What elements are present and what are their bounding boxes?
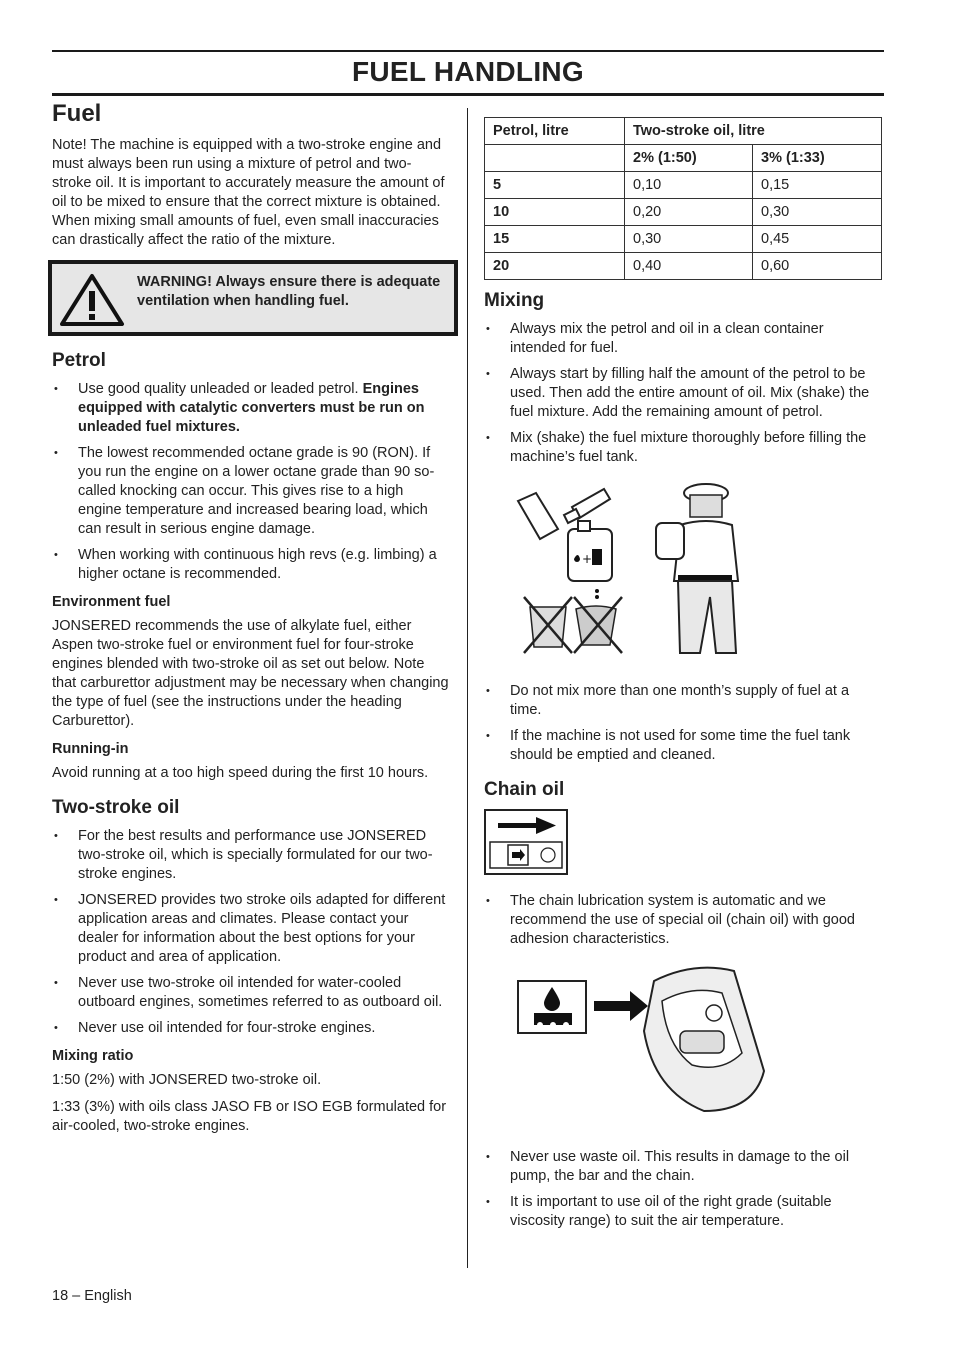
chain-oil-symbol xyxy=(484,809,882,880)
right-column xyxy=(484,117,882,1238)
warning-text: WARNING! Always ensure there is adequate ventilation when handling fuel. xyxy=(137,274,441,309)
list-item xyxy=(52,380,450,437)
page-title: FUEL HANDLING xyxy=(351,56,585,87)
mixing-ratio-line: 1:50 (2%) with JONSERED two-stroke oil. xyxy=(52,1072,322,1088)
table-cell: 5 xyxy=(485,172,625,199)
table-cell: 0,60 xyxy=(753,253,882,280)
table-cell: 10 xyxy=(485,199,625,226)
table-row xyxy=(485,199,882,226)
mixing-heading: Mixing xyxy=(484,290,545,311)
list-item: • When working with continuous high revs (e.g. limbing) a higher octane is recommended. xyxy=(52,546,450,584)
environment-fuel-text: JONSERED recommends the use of alkylate fuel, either Aspen two-stroke fuel or environment fuel for four-stroke engines blended with two-stroke oil as set out below. Note that carburettor adjustment may be necessary when changing the type of fuel (see the instructions under the heading Carburettor). xyxy=(52,618,449,729)
petrol-can-icon xyxy=(518,493,558,539)
fuel-mixing-illustration xyxy=(484,479,882,670)
petrol-heading: Petrol xyxy=(52,350,106,371)
chain-oil-icon xyxy=(518,981,586,1033)
chain-oil-heading: Chain oil xyxy=(484,779,565,800)
chain-oil-list-continued xyxy=(484,1148,882,1231)
warning-triangle-icon xyxy=(58,272,126,333)
table-cell: 0,15 xyxy=(753,172,882,199)
list-item: • Always start by filling half the amount of the petrol to be used. Then add the entire amount of oil. Mix (shake) the fuel mixture. Add the remaining amount of petrol. xyxy=(484,365,882,422)
table-row xyxy=(485,172,882,199)
two-stroke-heading: Two-stroke oil xyxy=(52,797,180,818)
list-item: • It is important to use oil of the right grade (suitable viscosity range) to suit the air temperature. xyxy=(484,1193,882,1231)
table-cell: 15 xyxy=(485,226,625,253)
person-shaking-fuel-icon xyxy=(656,484,738,653)
table-header-cell: 2% (1:50) xyxy=(625,145,753,172)
list-item: • The chain lubrication system is automatic and we recommend the use of special oil (chain oil) with good adhesion characteristics. xyxy=(484,892,882,949)
warning-box xyxy=(48,260,458,336)
fuel-mix-table xyxy=(484,117,882,280)
running-in-text: Avoid running at a too high speed during the first 10 hours. xyxy=(52,765,429,781)
list-item: • For the best results and performance use JONSERED two-stroke oil, which is specially formulated for our two-stroke engines. xyxy=(52,827,450,884)
environment-fuel-heading: Environment fuel xyxy=(52,594,171,610)
petrol-list xyxy=(52,380,450,584)
running-in-heading: Running-in xyxy=(52,741,129,757)
list-item: • If the machine is not used for some time the fuel tank should be emptied and cleaned. xyxy=(484,727,882,765)
list-item: • Never use two-stroke oil intended for water-cooled outboard engines, sometimes referred to as outboard oil. xyxy=(52,974,450,1012)
petrol-bullet-plain: Use good quality unleaded or leaded petrol. xyxy=(78,381,363,397)
page-footer: 18 – English xyxy=(52,1288,132,1304)
header-rule-bottom xyxy=(52,93,884,96)
fuel-container-icon xyxy=(568,521,612,599)
list-item: • Never use oil intended for four-stroke engines. xyxy=(52,1019,450,1038)
fuel-note: Note! The machine is equipped with a two-stroke engine and must always been run using a mixture of petrol and two-stroke oil. It is important to accurately measure the amount of oil to be mixed to ensure that the correct mixture is obtained. When mixing small amounts of fuel, even small inaccuracies can drastically affect the ratio of the mixture. xyxy=(52,137,445,248)
list-item: • JONSERED provides two stroke oils adapted for different application areas and climates. Please contact your dealer for information about the best options for your product and area of application. xyxy=(52,891,450,967)
table-cell: 0,40 xyxy=(625,253,753,280)
mixing-ratio-line: 1:33 (3%) with oils class JASO FB or ISO EGB formulated for air-cooled, two-stroke engines. xyxy=(52,1099,447,1134)
table-header-cell: 3% (1:33) xyxy=(753,145,882,172)
two-stroke-list xyxy=(52,827,450,1038)
table-header-row xyxy=(485,118,882,145)
petrol-bullet-bold: Engines equipped with catalytic converters must be run on unleaded fuel mixtures. xyxy=(78,381,425,435)
table-cell: 0,20 xyxy=(625,199,753,226)
table-cell: 0,30 xyxy=(753,199,882,226)
mixing-ratio-heading: Mixing ratio xyxy=(52,1048,134,1064)
chain-oil-tank-illustration xyxy=(484,961,882,1136)
header-rule-top xyxy=(52,50,884,52)
fuel-heading: Fuel xyxy=(52,100,102,127)
table-cell xyxy=(485,145,625,172)
no-mixing-icon xyxy=(524,597,622,653)
table-subheader-row xyxy=(485,145,882,172)
table-cell: 0,45 xyxy=(753,226,882,253)
list-item: • Do not mix more than one month’s supply of fuel at a time. xyxy=(484,682,882,720)
table-cell: 0,30 xyxy=(625,226,753,253)
table-row xyxy=(485,226,882,253)
table-header-cell: Petrol, litre xyxy=(485,118,625,145)
list-item: • The lowest recommended octane grade is 90 (RON). If you run the engine on a lower octane grade than 90 so-called knocking can occur. This gives rise to a high engine temperature and increased bearing load, which can result in serious engine damage. xyxy=(52,444,450,539)
list-item: • Never use waste oil. This results in damage to the oil pump, the bar and the chain. xyxy=(484,1148,882,1186)
chainsaw-icon xyxy=(644,968,764,1111)
mixing-list-continued xyxy=(484,682,882,765)
table-cell: 20 xyxy=(485,253,625,280)
table-cell: 0,10 xyxy=(625,172,753,199)
left-column xyxy=(52,100,450,1144)
chain-oil-list xyxy=(484,892,882,949)
column-divider xyxy=(467,108,468,1268)
mixing-list xyxy=(484,320,882,467)
svg-text:+: + xyxy=(582,552,593,566)
arrow-right-icon xyxy=(594,991,648,1021)
list-item: • Always mix the petrol and oil in a clean container intended for fuel. xyxy=(484,320,882,358)
table-row xyxy=(485,253,882,280)
list-item: • Mix (shake) the fuel mixture thoroughly before filling the machine’s fuel tank. xyxy=(484,429,882,467)
oil-bottle-icon xyxy=(564,489,610,523)
table-header-cell: Two-stroke oil, litre xyxy=(625,118,882,145)
